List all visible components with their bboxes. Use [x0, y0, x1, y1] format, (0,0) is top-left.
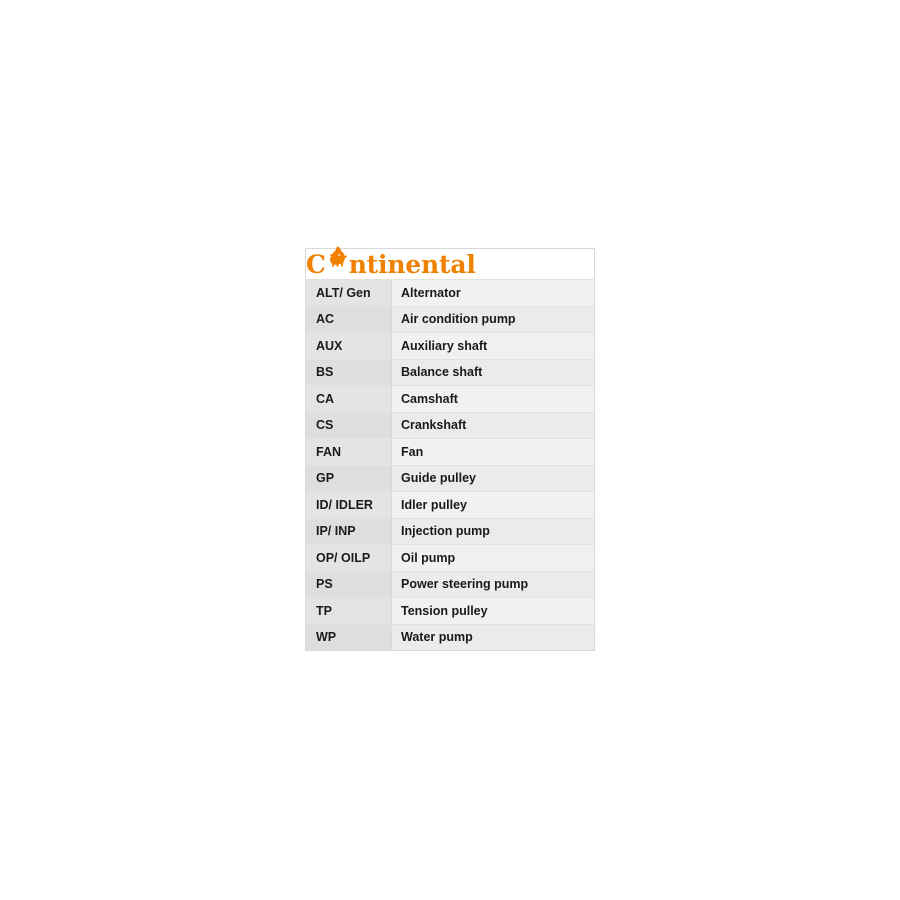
table-row: [306, 386, 595, 413]
legend-table-body: [306, 249, 595, 651]
abbr-cell: GP: [306, 465, 392, 492]
abbr-cell: FAN: [306, 439, 392, 466]
abbr-cell: CS: [306, 412, 392, 439]
horse-logo-icon: [327, 245, 349, 275]
description-cell: Auxiliary shaft: [392, 333, 595, 360]
abbreviation-legend-table: [305, 248, 595, 651]
abbr-cell: OP/ OILP: [306, 545, 392, 572]
description-cell: Crankshaft: [392, 412, 595, 439]
description-cell: Camshaft: [392, 386, 595, 413]
description-cell: Tension pulley: [392, 598, 595, 625]
description-cell: Alternator: [392, 280, 595, 307]
brand-text-before: C: [306, 249, 326, 279]
description-cell: Water pump: [392, 624, 595, 651]
table-row: [306, 280, 595, 307]
description-cell: Oil pump: [392, 545, 595, 572]
table-row: [306, 492, 595, 519]
abbr-cell: AC: [306, 306, 392, 333]
table-row: [306, 571, 595, 598]
description-cell: Guide pulley: [392, 465, 595, 492]
table-row: [306, 439, 595, 466]
table-row: [306, 598, 595, 625]
table-row: [306, 412, 595, 439]
description-cell: Balance shaft: [392, 359, 595, 386]
abbr-cell: ID/ IDLER: [306, 492, 392, 519]
table-row: [306, 465, 595, 492]
table-row: [306, 545, 595, 572]
brand-header-row: [306, 249, 595, 280]
abbr-cell: TP: [306, 598, 392, 625]
description-cell: Power steering pump: [392, 571, 595, 598]
abbr-cell: ALT/ Gen: [306, 280, 392, 307]
abbr-cell: WP: [306, 624, 392, 651]
table-row: [306, 306, 595, 333]
description-cell: Air condition pump: [392, 306, 595, 333]
continental-logo: [306, 249, 594, 279]
description-cell: Fan: [392, 439, 595, 466]
abbr-cell: IP/ INP: [306, 518, 392, 545]
description-cell: Idler pulley: [392, 492, 595, 519]
table-row: [306, 359, 595, 386]
abbr-cell: CA: [306, 386, 392, 413]
brand-header-cell: [306, 249, 595, 280]
table-row: [306, 518, 595, 545]
table-row: [306, 333, 595, 360]
abbr-cell: AUX: [306, 333, 392, 360]
table-row: [306, 624, 595, 651]
abbr-cell: BS: [306, 359, 392, 386]
description-cell: Injection pump: [392, 518, 595, 545]
brand-text-after: ntinental: [348, 249, 476, 279]
abbr-cell: PS: [306, 571, 392, 598]
